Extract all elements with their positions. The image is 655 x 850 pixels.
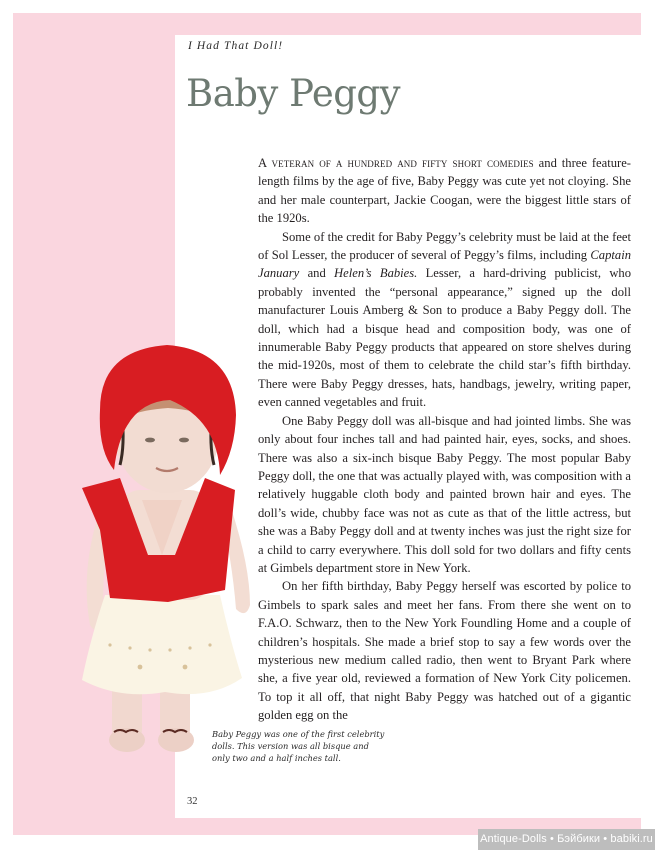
doll-photo (70, 340, 260, 770)
paragraph-1: A veteran of a hundred and fifty short comedies and three feature-length films by the age of five, Baby Peggy was cute yet not cloying. She and her male counterpart, Jackie Coogan, were the biggest little stars of the 1920s. (258, 156, 631, 226)
figure-caption: Baby Peggy was one of the first celebrity dolls. This version was all bisque and only two and a half inches tall. (212, 729, 385, 764)
film-title: Helen’s Babies. (334, 266, 418, 281)
article-body (258, 154, 631, 725)
watermark: Antique-Dolls • Бэйбики • babiki.ru (478, 829, 655, 850)
paragraph-2: Some of the credit for Baby Peggy’s celebrity must be laid at the feet of Sol Lesser, the producer of several of Peggy’s films, including Captain January and Helen’s Babies. Lesser, a hard-driving publicist, who probably invented the “personal appearance,” signed up the doll manufacturer Louis Amberg & Son to produce a Baby Peggy doll. The doll, which had a bisque head and composition body, was one of innumerable Baby Peggy products that appeared on store shelves during the mid-1920s, most of them to celebrate the child star’s fifth birthday. There were Baby Peggy dresses, hats, handbags, jewelry, writing paper, even canned vegetables and fruit. (258, 229, 632, 410)
running-head: I Had That Doll! (188, 40, 284, 52)
lead-in-smallcaps: A veteran of a hundred and fifty short comedies (258, 156, 534, 170)
doll-white-skirt (82, 595, 242, 694)
paragraph-3: One Baby Peggy doll was all-bisque and had jointed limbs. She was only about four inches tall and had painted hair, eyes, socks, and shoes. There was also a six-inch bisque Baby Peggy. The most popular Baby Peggy doll, the one that was actually played with, was composition with a relatively huggable cloth body and painted brown hair and eyes. The doll’s wide, chubby face was not as cute as that of the little actress, but she was a Baby Peggy doll and at twenty inches was just the right size for a child to carry everywhere. This doll sold for two dollars and fifty cents at Gimbels department store in New York. (258, 413, 631, 575)
paragraph-4: On her fifth birthday, Baby Peggy herself was escorted by police to Gimbels to spark sales and meet her fans. From there she went on to F.A.O. Schwarz, then to the New York Foundling Home and a couple of children’s hospitals. She made a brief stop to say a few words over the mysterious new medium called radio, then went to Bryant Park where she, a five year old, reviewed a formation of New York City policemen. To top it all off, that night Baby Peggy was hatched out of a gigantic golden egg on the (258, 579, 631, 723)
page-number: 32 (187, 796, 198, 807)
film-title: Captain January (258, 248, 631, 281)
page-title: Baby Peggy (186, 72, 401, 115)
